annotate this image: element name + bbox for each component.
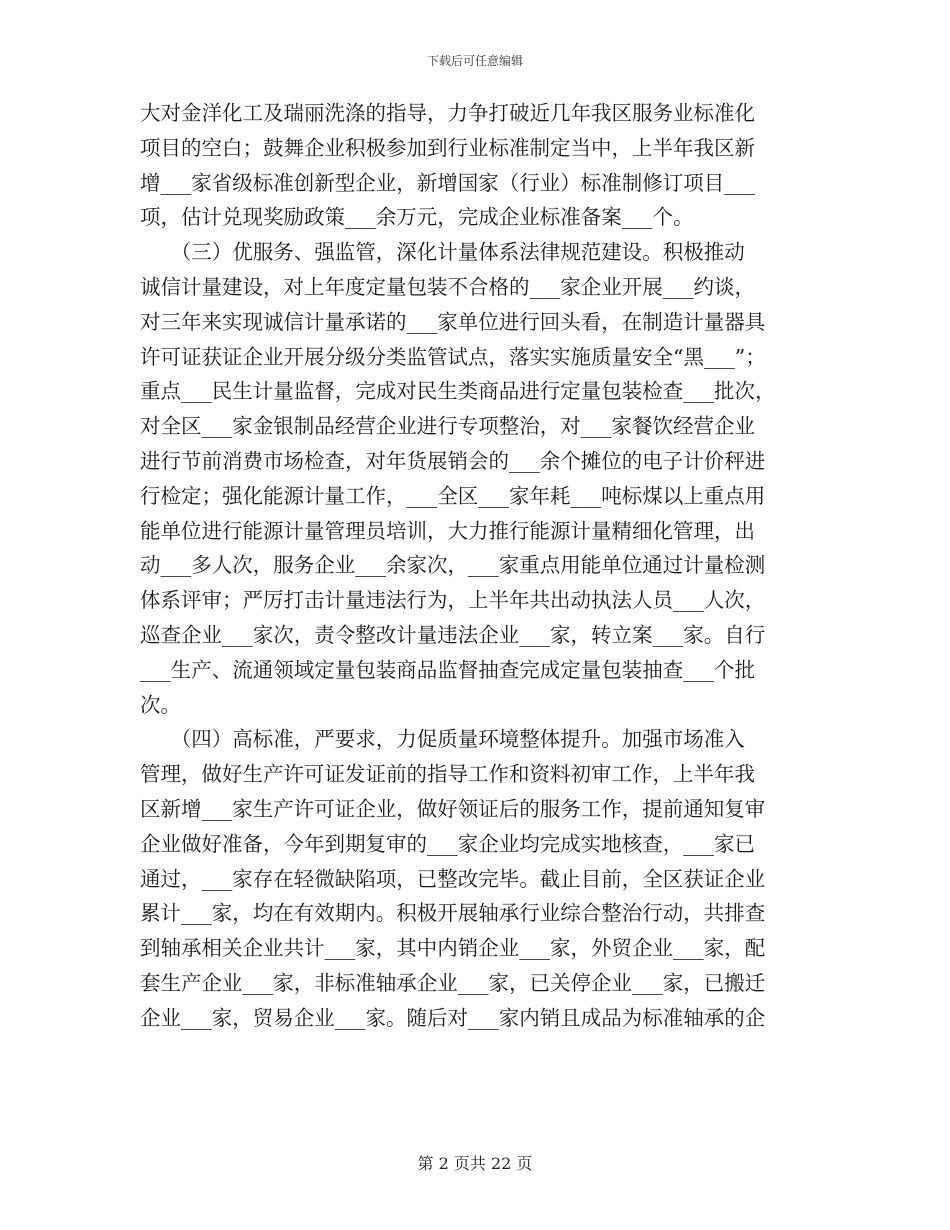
text-line: 区新增___家生产许可证企业，做好领证后的服务工作，提前通知复审 bbox=[140, 796, 766, 821]
text-line: 到轴承相关企业共计___家，其中内销企业___家，外贸企业___家，配 bbox=[140, 936, 766, 961]
text-line: 次。 bbox=[140, 692, 181, 717]
document-body bbox=[140, 96, 815, 1036]
text-line: 通过，___家存在轻微缺陷项，已整改完毕。截止目前，全区获证企业 bbox=[140, 866, 766, 891]
text-line: 许可证获证企业开展分级分类监管试点，落实实施质量安全“黑___”； bbox=[140, 344, 766, 369]
text-line: 管理，做好生产许可证发证前的指导工作和资料初审工作，上半年我 bbox=[140, 762, 755, 787]
text-line: 企业做好准备，今年到期复审的___家企业均完成实地核查，___家已 bbox=[140, 831, 755, 856]
text-line: 巡查企业___家次，责令整改计量违法企业___家，转立案___家。自行 bbox=[140, 622, 766, 647]
text-line: 增___家省级标准创新型企业，新增国家（行业）标准制修订项目___ bbox=[140, 170, 755, 195]
text-line: 对全区___家金银制品经营企业进行专项整治，对___家餐饮经营企业 bbox=[140, 414, 755, 439]
text-line: 大对金洋化工及瑞丽洗涤的指导，力争打破近几年我区服务业标准化 bbox=[140, 101, 755, 125]
text-line: 累计___家，均在有效期内。积极开展轴承行业综合整治行动，共排查 bbox=[140, 901, 766, 926]
page-header: 下载后可任意编辑 bbox=[426, 54, 523, 68]
text-line: ___生产、流通领域定量包装商品监督抽查完成定量包装抽查___个批 bbox=[140, 657, 755, 682]
text-line: 企业___家，贸易企业___家。随后对___家内销且成品为标准轴承的企 bbox=[140, 1005, 766, 1030]
text-line: 行检定；强化能源计量工作，___全区___家年耗___吨标煤以上重点用 bbox=[140, 483, 766, 508]
paragraph-heading-three: （三）优服务、强监管，深化计量体系法律规范建设。积极推动 bbox=[140, 240, 745, 265]
paragraph-heading-four: （四）高标准，严要求，力促质量环境整体提升。加强市场准入 bbox=[140, 727, 745, 752]
page-footer: 第 2 页共 22 页 bbox=[417, 1154, 533, 1173]
text-line: 套生产企业___家，非标准轴承企业___家，已关停企业___家，已搬迁 bbox=[140, 970, 766, 995]
text-line: 项目的空白；鼓舞企业积极参加到行业标准制定当中，上半年我区新 bbox=[140, 135, 755, 160]
text-line: 体系评审；严厉打击计量违法行为，上半年共出动执法人员___人次， bbox=[140, 588, 766, 613]
text-line: 重点___民生计量监督，完成对民生类商品进行定量包装检查___批次， bbox=[140, 379, 776, 404]
text-line: 动___多人次，服务企业___余家次，___家重点用能单位通过计量检测 bbox=[140, 553, 766, 578]
text-line: 对三年来实现诚信计量承诺的___家单位进行回头看，在制造计量器具 bbox=[140, 309, 766, 334]
text-line: 能单位进行能源计量管理员培训，大力推行能源计量精细化管理，出 bbox=[140, 518, 755, 543]
text-line: 进行节前消费市场检查，对年货展销会的___余个摊位的电子计价秤进 bbox=[140, 448, 766, 473]
text-line: 项，估计兑现奖励政策___余万元，完成企业标准备案___个。 bbox=[140, 205, 694, 230]
text-line: 诚信计量建设，对上年度定量包装不合格的___家企业开展___约谈， bbox=[140, 274, 755, 299]
